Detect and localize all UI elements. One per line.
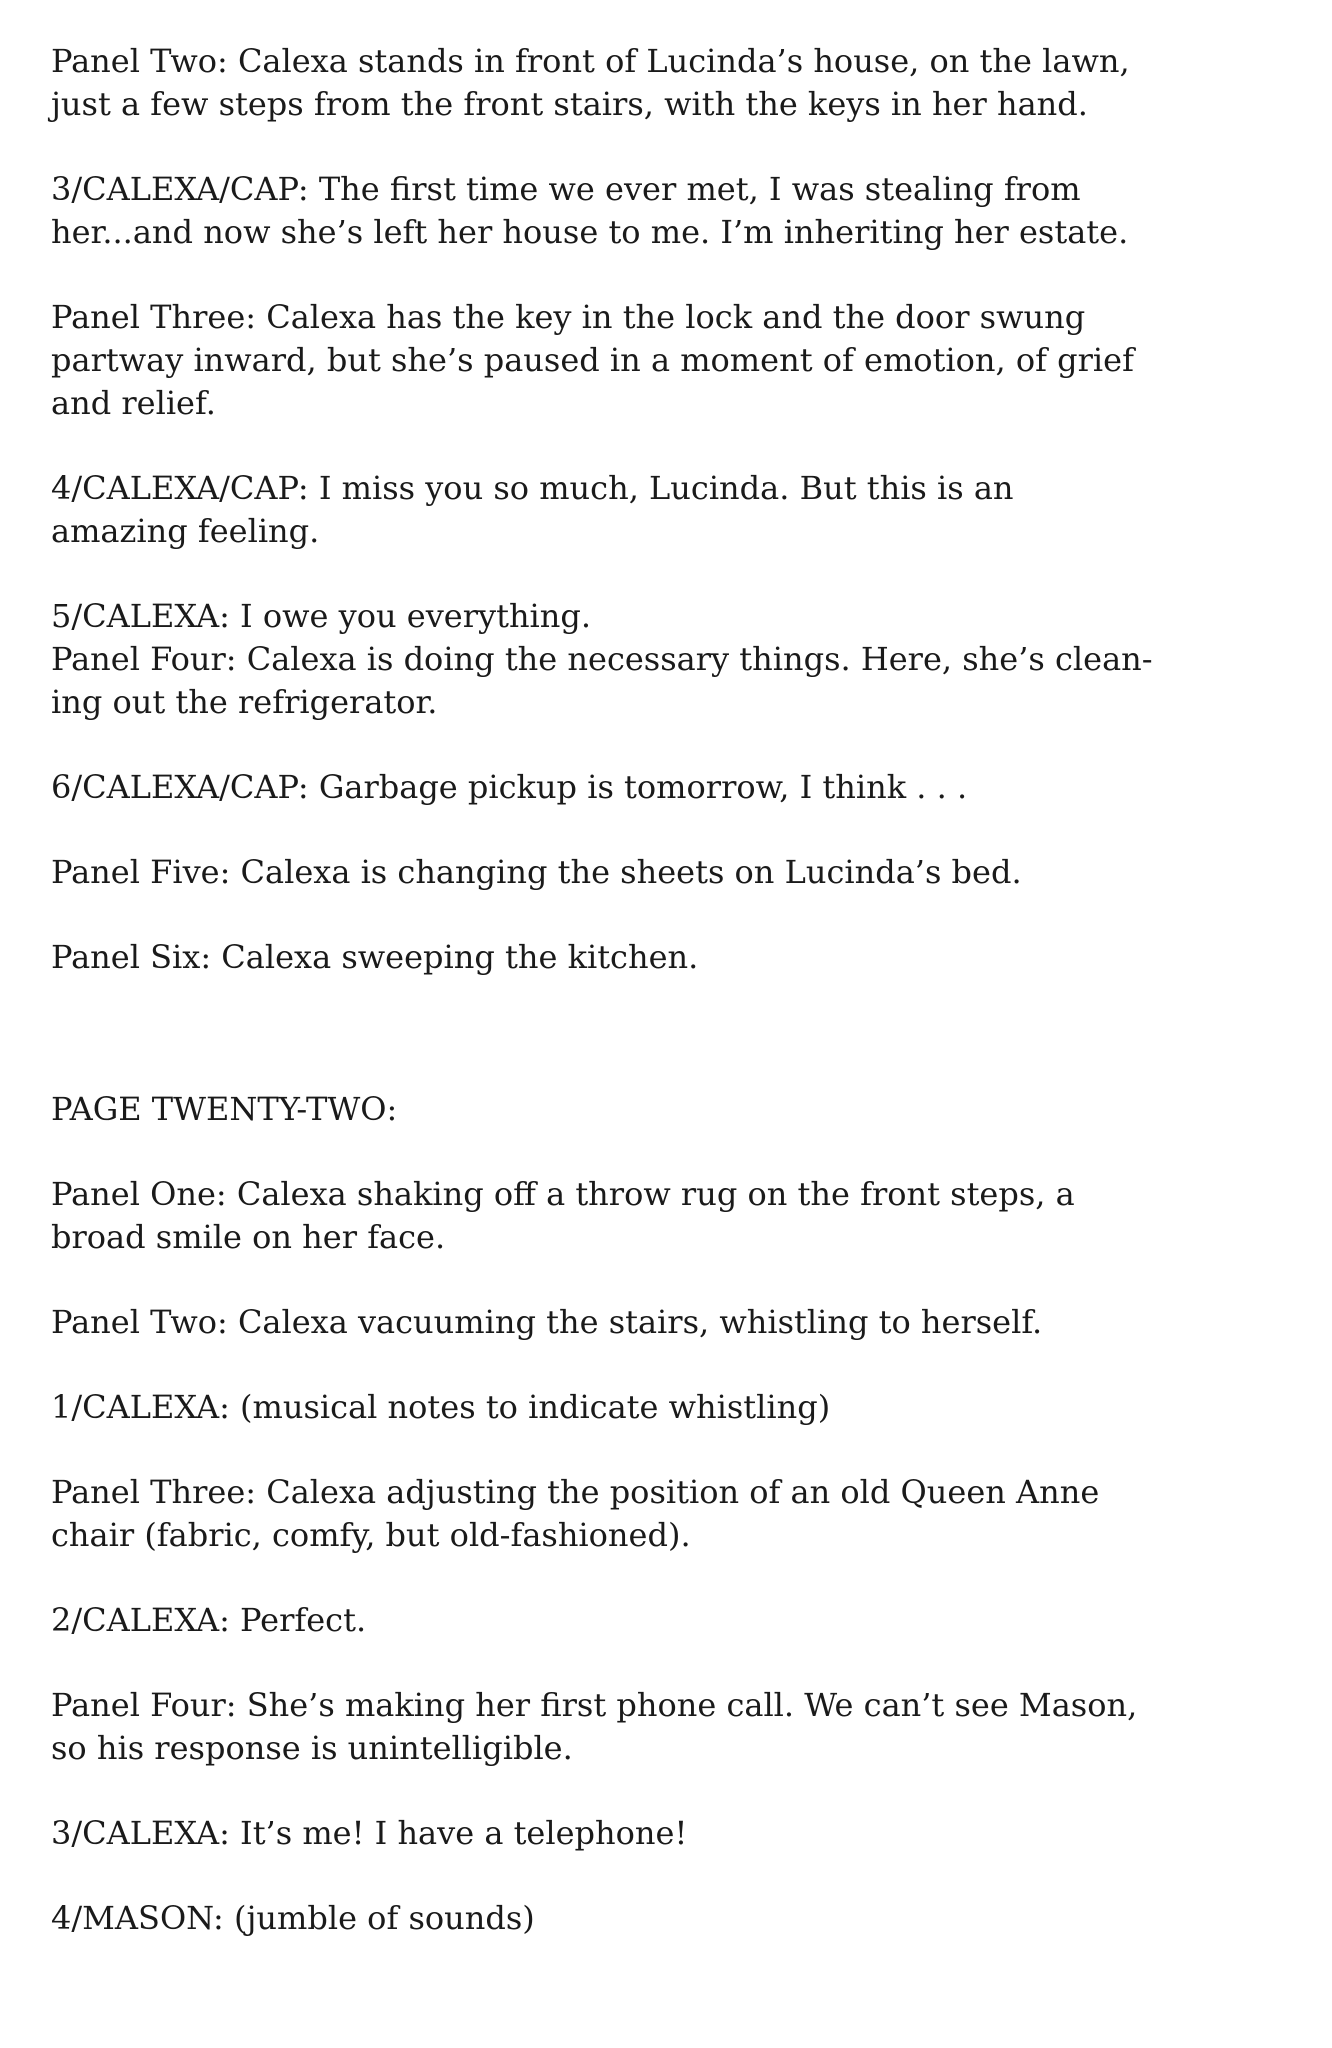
panel-three-description-b: Panel Three: Calexa adjusting the position of an old Queen Anne chair (fabric, comfy, but old-fashioned). — [51, 1473, 1100, 1554]
dialogue-4-mason: 4/MASON: (jumble of sounds) — [51, 1899, 535, 1937]
dialogue-5-calexa: 5/CALEXA: I owe you everything. — [51, 597, 592, 635]
panel-three-description: Panel Three: Calexa has the key in the lock and the door swung partway inward, but she’s paused in a moment of emotion, of grief and relief. — [51, 298, 1134, 422]
panel-six-description: Panel Six: Calexa sweeping the kitchen. — [51, 938, 699, 976]
caption-6-calexa: 6/CALEXA/CAP: Garbage pickup is tomorrow, I think . . . — [51, 768, 968, 806]
dialogue-1-calexa: 1/CALEXA: (musical notes to indicate whistling) — [51, 1388, 831, 1426]
panel-one-description: Panel One: Calexa shaking off a throw rug on the front steps, a broad smile on her face. — [51, 1175, 1075, 1256]
caption-3-calexa: 3/CALEXA/CAP: The first time we ever met, I was stealing from her...and now she’s left her house to me. I’m inheriting her estate. — [51, 170, 1129, 251]
section-spacer — [51, 979, 1231, 1088]
panel-four-description: Panel Four: Calexa is doing the necessary things. Here, she’s clean- ing out the refrigerator. — [51, 640, 1153, 721]
panel-two-description-b: Panel Two: Calexa vacuuming the stairs, whistling to herself. — [51, 1303, 1043, 1341]
dialogue-3-calexa: 3/CALEXA: It’s me! I have a telephone! — [51, 1814, 688, 1852]
script-page — [51, 40, 1231, 1940]
panel-five-description: Panel Five: Calexa is changing the sheets on Lucinda’s bed. — [51, 853, 1022, 891]
dialogue-2-calexa: 2/CALEXA: Perfect. — [51, 1601, 367, 1639]
page-heading: PAGE TWENTY-TWO: — [51, 1090, 398, 1128]
caption-4-calexa: 4/CALEXA/CAP: I miss you so much, Lucinda. But this is an amazing feeling. — [51, 469, 1014, 550]
panel-four-description-b: Panel Four: She’s making her first phone call. We can’t see Mason, so his response is unintelligible. — [51, 1686, 1138, 1767]
panel-two-description: Panel Two: Calexa stands in front of Lucinda’s house, on the lawn, just a few steps from the front stairs, with the keys in her hand. — [51, 42, 1130, 123]
